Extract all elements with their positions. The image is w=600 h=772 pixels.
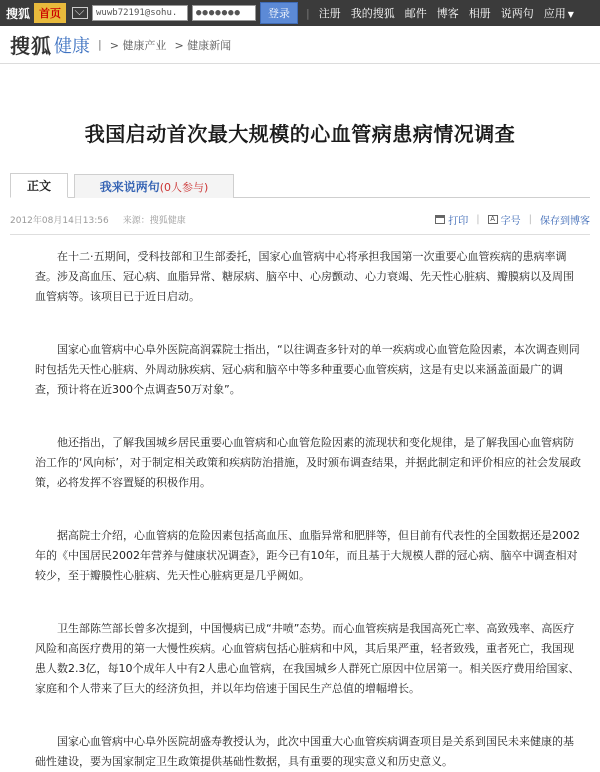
username-input[interactable]: wuwb72191@sohu. xyxy=(92,5,188,21)
article-actions xyxy=(427,212,590,227)
comments-count: (0人参与) xyxy=(159,180,209,194)
tab-comments-label: 我来说两句 xyxy=(99,180,160,194)
register-link[interactable]: 注册 xyxy=(318,7,341,20)
comments-link[interactable]: 说两句 xyxy=(500,7,534,20)
article-paragraph: 在十二·五期间，受科技部和卫生部委托，国家心血管病中心将承担我国第一次重要心血管疾病的患病率调查。涉及高血压、冠心病、血脂异常、糖尿病、脑卒中、心房颤动、心力衰竭、先天性心脏病、瓣膜病以及周围血管病等。该项目已于近日启动。 xyxy=(35,250,574,303)
apps-menu[interactable] xyxy=(544,5,574,21)
breadcrumb-health-industry[interactable]: > 健康产业 xyxy=(109,38,167,52)
print-label: 打印 xyxy=(448,215,469,227)
article-paragraph: 国家心血管病中心阜外医院高润霖院士指出，“以往调查多针对的单一疾病或心血管危险因素，本次调查则同时包括先天性心脏病、外周动脉疾病、冠心病和脑卒中等多种重要心血管疾病，这是有史以来涵盖面最广的调查，预计将在近300个点调查50万对象”。 xyxy=(35,343,580,396)
channel-logo[interactable]: 搜狐 xyxy=(10,34,52,58)
tab-main-text[interactable]: 正文 xyxy=(10,173,68,198)
divider: | xyxy=(306,6,310,20)
breadcrumb-label: 健康产业 xyxy=(122,38,167,52)
blog-link[interactable]: 博客 xyxy=(436,7,459,20)
article-paragraph: 国家心血管病中心阜外医院胡盛寿教授认为，此次中国重大心血管疾病调查项目是关系到国民未来健康的基础性建设，要为国家制定卫生政策提供基础性数据，具有重要的现实意义和历史意义。 xyxy=(35,735,574,768)
article-paragraph: 卫生部陈竺部长曾多次提到，中国慢病已成“井喷”态势。而心血管疾病是我国高死亡率、高致残率、高医疗风险和高医疗费用的第一大慢性疾病。心血管病包括心脏病和中风，其后果严重，轻者致残，重者死亡，我国现患人数2.3亿，每10个成年人中有2人患心血管病，在我国城乡人群死亡原因中位居第一。相关医疗费用给国家、家庭和个人带来了巨大的经济负担，并以年均倍速于国民生产总值的增幅增长。 xyxy=(35,622,580,695)
article-body xyxy=(0,235,600,772)
article-source: 来源：搜狐健康 xyxy=(122,215,186,226)
publish-date: 2012年08月14日13:56 xyxy=(10,215,109,226)
mail-icon xyxy=(72,7,88,19)
article-tabs xyxy=(10,172,590,198)
apps-label: 应用 xyxy=(543,7,566,20)
font-size-label: 字号 xyxy=(500,215,521,227)
breadcrumb-separator: | xyxy=(98,38,102,51)
divider: | xyxy=(528,213,532,225)
font-size-icon: A xyxy=(488,215,498,224)
article-title: 我国启动首次最大规模的心血管病患病情况调查 xyxy=(84,122,516,146)
article-paragraph: 据高院士介绍，心血管病的危险因素包括高血压、血脂异常和肥胖等，但目前有代表性的全国数据还是2002年的《中国居民2002年营养与健康状况调查》，距今已有10年，而且基于大规模人群的冠心病、脑卒中调查相对较少，至于瓣膜性心脏病、先天性心脏病更是几乎阙如。 xyxy=(35,529,580,582)
home-link[interactable]: 首页 xyxy=(34,3,66,23)
font-size-button[interactable] xyxy=(488,212,521,227)
password-input[interactable]: ●●●●●●● xyxy=(192,5,256,21)
top-bar xyxy=(0,0,600,26)
mail-link[interactable]: 邮件 xyxy=(404,7,427,20)
divider: | xyxy=(476,213,480,225)
breadcrumb-health-news[interactable]: > 健康新闻 xyxy=(174,38,232,52)
sohu-brand[interactable] xyxy=(2,3,72,23)
channel-header xyxy=(0,26,600,64)
printer-icon xyxy=(435,215,445,224)
save-to-blog-button[interactable]: 保存到博客 xyxy=(540,215,590,227)
chevron-down-icon: ▼ xyxy=(567,10,574,19)
my-sohu-link[interactable]: 我的搜狐 xyxy=(350,7,395,20)
print-button[interactable] xyxy=(435,212,468,227)
tab-comments[interactable] xyxy=(74,174,234,198)
brand-name[interactable]: 搜狐 xyxy=(6,6,31,21)
album-link[interactable]: 相册 xyxy=(468,7,491,20)
breadcrumb-label: 健康新闻 xyxy=(187,38,232,52)
channel-name[interactable]: 健康 xyxy=(54,35,90,57)
article-meta xyxy=(10,212,590,226)
article-paragraph: 他还指出，了解我国城乡居民重要心血管病和心血管危险因素的流现状和变化规律，是了解我国心血管病防治工作的‘风向标’，对于制定相关政策和疾病防治措施，及时颁布调查结果，并据此制定和评价相应的社会发展政策，必将发挥不容置疑的积极作用。 xyxy=(35,436,581,489)
login-button[interactable]: 登录 xyxy=(260,2,298,24)
